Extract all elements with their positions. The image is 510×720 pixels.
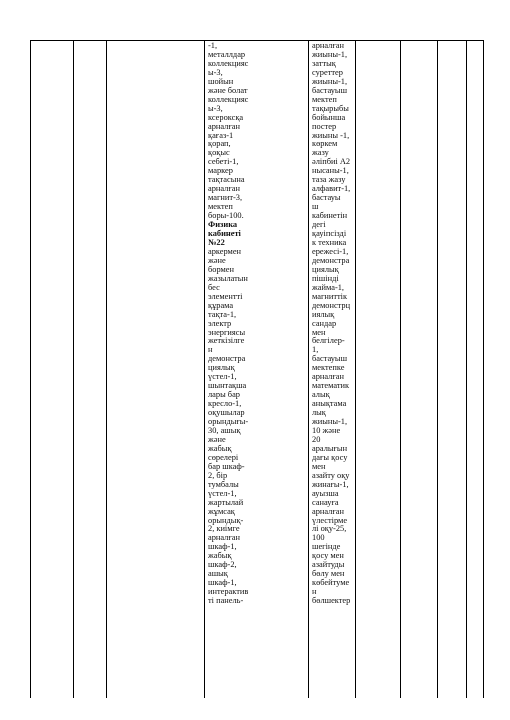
cell-text-line: көркем (312, 139, 338, 149)
cell-text-line: заттық (312, 58, 336, 68)
cell-text-line: анықтама (312, 399, 347, 409)
column-border (355, 40, 356, 698)
cell-text-line: кресло-1, (208, 399, 242, 409)
cell-text-line: ш (312, 202, 319, 212)
teaching-materials-cell (312, 42, 350, 606)
cell-text-line: аралығын (312, 443, 348, 453)
cell-text-line: арналған (312, 41, 344, 50)
cell-text-line: 2, киімге (208, 524, 240, 534)
cell-text-line: алық (312, 390, 330, 400)
cell-text-line: тақтасына (208, 175, 245, 185)
cell-text-line: лі оқу-25, (312, 524, 347, 534)
cell-text-line: 20 (312, 434, 321, 444)
cell-text-line: жиыны-1, (312, 49, 348, 59)
cell-text-line: жеткізілге (208, 336, 245, 346)
cell-text-line: суреттер (312, 67, 343, 77)
cell-text-line: орындығы- (208, 417, 249, 427)
equipment-list-cell (208, 42, 248, 606)
cell-text-line: мектеп (208, 202, 233, 212)
cell-text-line: сандар (312, 318, 337, 328)
cell-text-line: ксероксқа (208, 112, 244, 122)
cell-text-line: жабық (208, 443, 232, 453)
cell-text-line: арналған (208, 533, 240, 543)
column-border (204, 40, 205, 698)
cell-text-line: жазу (312, 148, 329, 158)
cell-text-line: н (208, 345, 213, 355)
cell-text-line: жайма-1, (312, 282, 345, 292)
cell-text-line: пішінді (312, 273, 339, 283)
cell-text-line: бастауыш (312, 354, 348, 364)
cell-text-line: энергиясы (208, 327, 246, 337)
column-border (466, 40, 467, 698)
cell-text-line: ті панель- (208, 596, 244, 606)
cell-text-line: әліпбиі А2 (312, 157, 351, 167)
cell-text-line: көбейтуме (312, 578, 350, 588)
cell-text-line: лары бар (208, 390, 240, 400)
cell-text-line: ы-3, (208, 67, 223, 77)
cell-text-line: лық (312, 408, 326, 418)
cell-text-line: ы-3, (208, 103, 223, 113)
column-border (73, 40, 74, 698)
cell-text-line: мектеп (312, 94, 337, 104)
cell-text-line: тақырыбы (312, 103, 349, 113)
cell-text-line: бөлшектер (312, 596, 351, 606)
column-border (30, 40, 31, 698)
cell-text-line: математик (312, 381, 350, 391)
cell-text-line: демонстрц (312, 300, 351, 310)
cell-text-line: жинағы-1, (312, 479, 349, 489)
cell-text-line: жиыны -1, (312, 130, 350, 140)
cell-text-line: аркермен (208, 246, 242, 256)
cell-text-line: Физика (208, 220, 238, 230)
cell-text-line: сөрелері (208, 452, 239, 462)
cell-text-line: қорап, (208, 139, 231, 149)
cell-text-line: арналған (312, 372, 344, 382)
cell-text-line: 30, ашық (208, 425, 241, 435)
cell-text-line: себеті-1, (208, 157, 239, 167)
cell-text-line: мен (312, 327, 326, 337)
cell-text-line: шойын (208, 76, 234, 86)
column-border (483, 40, 484, 698)
cell-text-line: бөлу мен (312, 569, 345, 579)
cell-text-line: магниттік (312, 291, 348, 301)
cell-text-line: 1, (312, 345, 319, 355)
cell-text-line: металлдар (208, 49, 246, 59)
cell-text-line: үстел-1, (208, 372, 237, 382)
cell-text-line: таза жазу (312, 175, 346, 185)
cell-text-line: қосу мен (312, 551, 344, 561)
cell-text-line: жиыны-1, (312, 76, 348, 86)
cell-text-line: шкаф-2, (208, 560, 237, 570)
cell-text-line: арналған (312, 506, 344, 516)
cell-text-line: маркер (208, 166, 233, 176)
cell-text-line: бормен (208, 264, 235, 274)
cell-text-line: 100 (312, 533, 325, 543)
column-border (106, 40, 107, 698)
cell-text-line: демонстра (312, 255, 350, 265)
cell-text-line: тақта-1, (208, 309, 237, 319)
cell-text-line: демонстра (208, 354, 246, 364)
column-border (308, 40, 309, 698)
cell-text-line: жабық (208, 551, 232, 561)
cell-text-line: магнит-3, (208, 193, 243, 203)
cell-text-line: үстел-1, (208, 488, 237, 498)
cell-text-line: бойынша (312, 112, 346, 122)
cell-text-line: үлестірме (312, 515, 348, 525)
cell-text-line: қауіпсізді (312, 229, 347, 239)
cell-text-line: тумбалы (208, 479, 239, 489)
cell-text-line: және (208, 434, 226, 444)
cell-text-line: №22 (208, 237, 225, 247)
column-border (437, 40, 438, 698)
cell-text-line: азайту оқу (312, 470, 350, 480)
cell-text-line: оқушылар (208, 408, 245, 418)
cell-text-line: жиыны-1, (312, 417, 348, 427)
cell-text-line: коллекцияс (208, 94, 249, 104)
cell-text-line: арналған (208, 184, 240, 194)
cell-text-line: қоқыс (208, 148, 230, 158)
cell-text-line: дегі (312, 220, 326, 230)
cell-text-line: ауызша (312, 488, 339, 498)
cell-text-line: және болат (208, 85, 248, 95)
cell-text-line: бастауыш (312, 85, 348, 95)
cell-text-line: кабинеті (208, 229, 241, 239)
cell-text-line: санауға (312, 497, 339, 507)
cell-text-line: ашық (208, 569, 228, 579)
cell-text-line: дағы қосу (312, 452, 348, 462)
cell-text-line: жұмсақ (208, 506, 235, 516)
cell-text-line: алфавит-1, (312, 184, 351, 194)
cell-text-line: бес (208, 282, 220, 292)
cell-text-line: электр (208, 318, 232, 328)
cell-text-line: иялық (312, 309, 335, 319)
cell-text-line: коллекцияс (208, 58, 249, 68)
cell-text-line: н (312, 587, 317, 597)
cell-text-line: мен (312, 461, 326, 471)
cell-text-line: азайтуды (312, 560, 345, 570)
cell-text-line: белгілер- (312, 336, 345, 346)
cell-text-line: циялық (208, 363, 235, 373)
column-border (400, 40, 401, 698)
cell-text-line: арналған (208, 121, 240, 131)
cell-text-line: және (208, 255, 226, 265)
cell-text-line: жартылай (208, 497, 244, 507)
cell-text-line: к техника (312, 237, 347, 247)
table-top-border (30, 40, 484, 41)
cell-text-line: элементті (208, 291, 243, 301)
cell-text-line: постер (312, 121, 337, 131)
cell-text-line: қағаз-1 (208, 130, 234, 140)
cell-text-line: құрама (208, 300, 234, 310)
cell-text-line: шынтақша (208, 381, 247, 391)
cell-text-line: шкаф-1, (208, 578, 237, 588)
cell-text-line: 10 және (312, 425, 341, 435)
cell-text-line: жазылатын (208, 273, 248, 283)
cell-text-line: кабинетін (312, 211, 348, 221)
cell-text-line: нысаны-1, (312, 166, 349, 176)
inventory-table (30, 40, 484, 698)
cell-text-line: циялық (312, 264, 339, 274)
cell-text-line: бар шкаф- (208, 461, 245, 471)
cell-text-line: -1, (208, 41, 218, 50)
cell-text-line: 2, бір (208, 470, 228, 480)
cell-text-line: бастауы (312, 193, 341, 203)
cell-text-line: шегінде (312, 542, 341, 552)
cell-text-line: ережесі-1, (312, 246, 349, 256)
cell-text-line: шкаф-1, (208, 542, 237, 552)
cell-text-line: боры-100. (208, 211, 244, 221)
cell-text-line: орындық- (208, 515, 244, 525)
cell-text-line: интерактив (208, 587, 249, 597)
cell-text-line: мектепке (312, 363, 345, 373)
